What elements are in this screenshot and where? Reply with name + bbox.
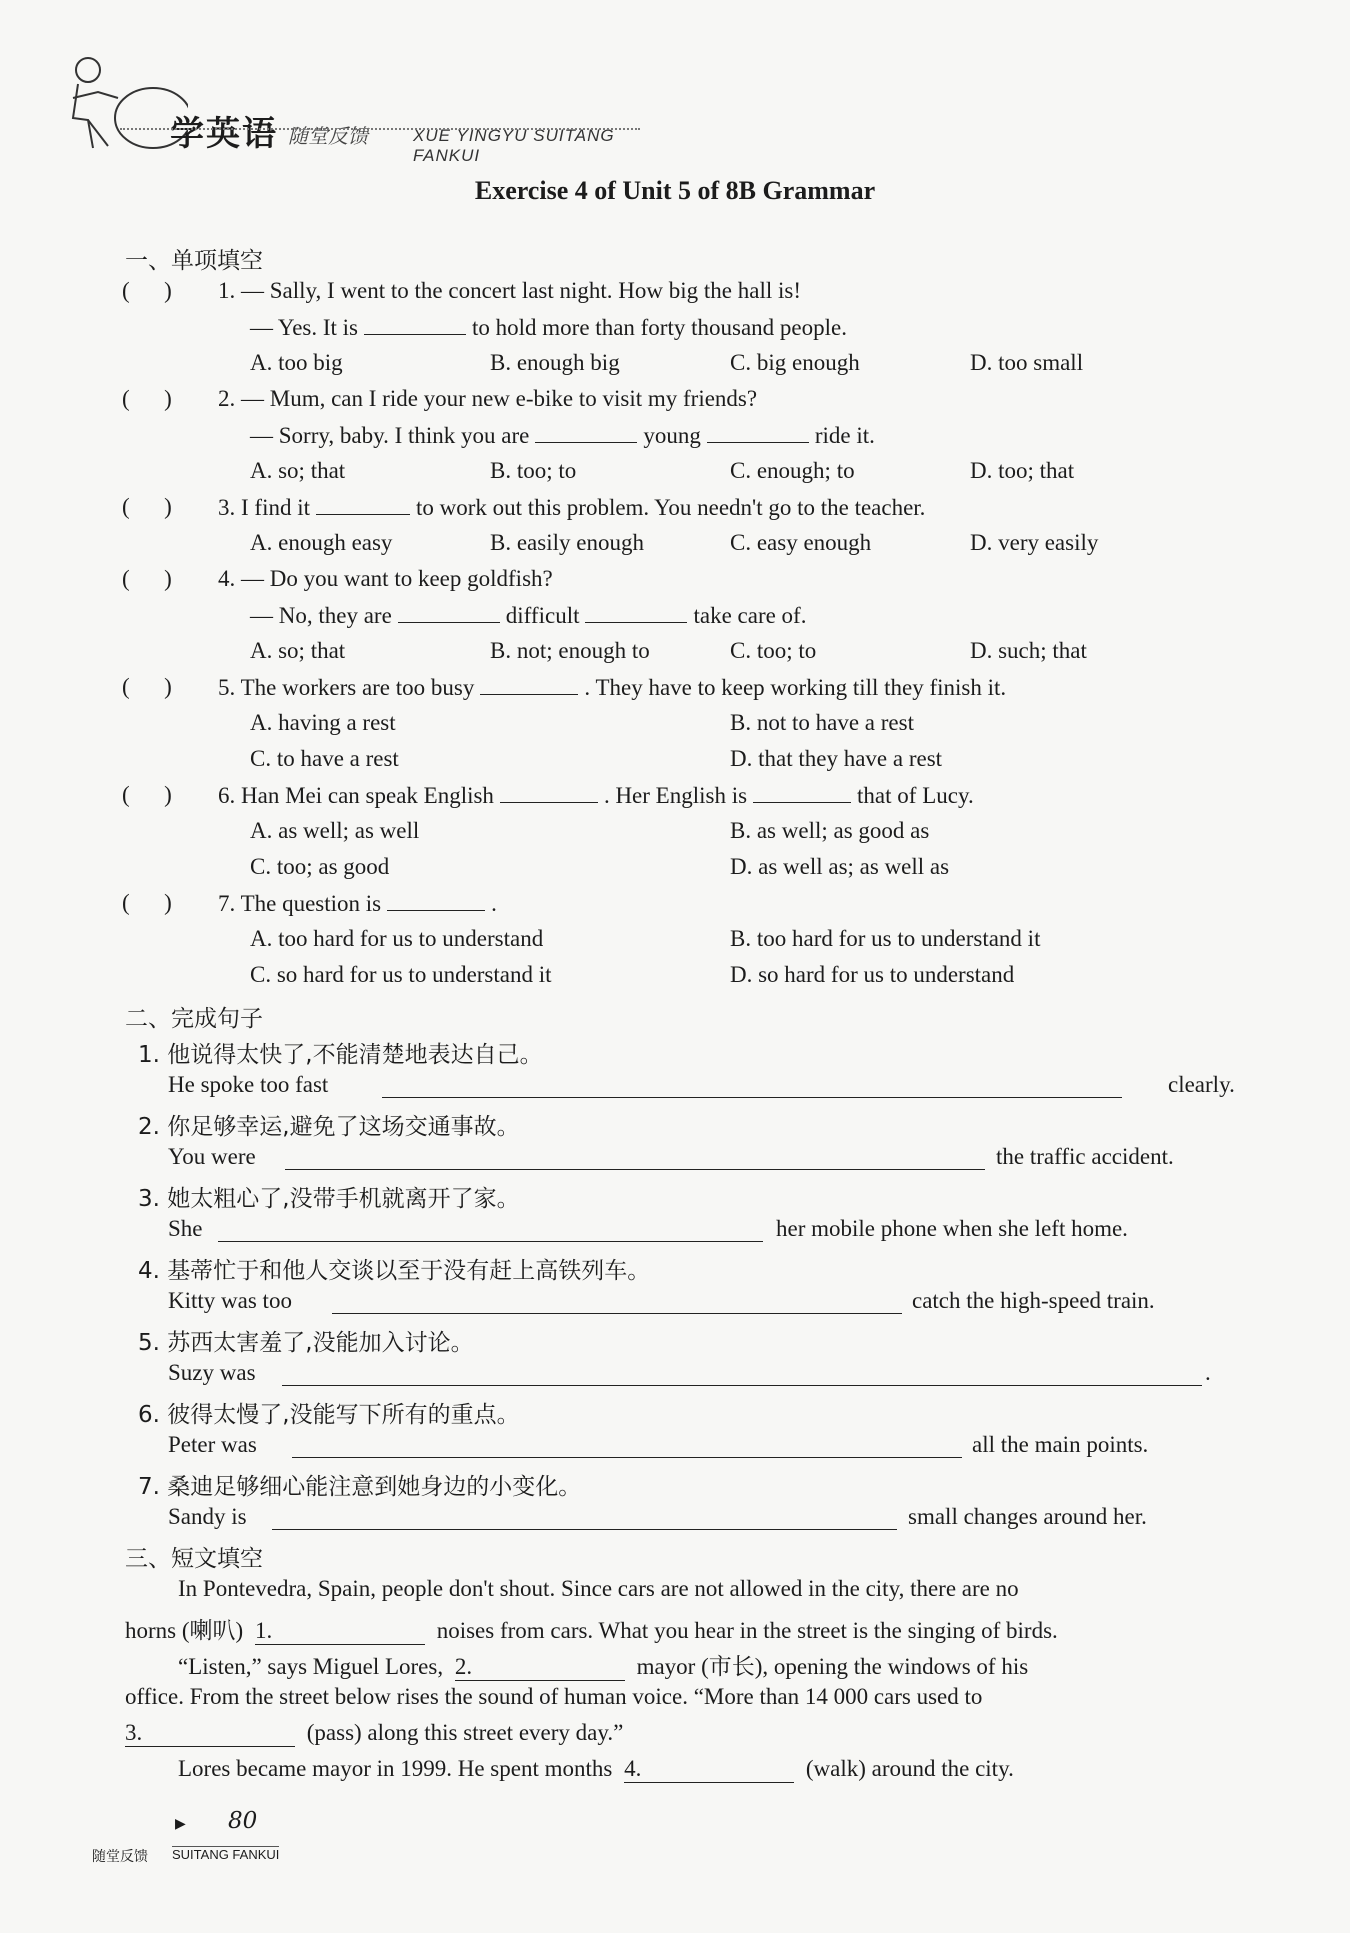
- question-number: 5.: [218, 675, 236, 700]
- brand-cn-text: 学英语: [170, 114, 278, 154]
- option-c: C. too; to: [730, 638, 817, 663]
- question-text: .: [491, 891, 497, 916]
- answer-paren: ( ): [122, 386, 172, 411]
- question-text: young: [643, 423, 701, 448]
- sentence-1-cn: 1. 他说得太快了,不能清楚地表达自己。: [138, 1042, 543, 1068]
- sentence-5-en-end: .: [1205, 1360, 1211, 1385]
- question-2: [218, 386, 757, 412]
- question-text: that of Lucy.: [857, 783, 974, 808]
- passage-line: [178, 1648, 1028, 1681]
- question-text: The workers are too busy: [240, 675, 475, 700]
- option-c: C. so hard for us to understand it: [250, 962, 552, 987]
- header-divider: [120, 128, 640, 130]
- question-1-line2: [250, 314, 847, 341]
- section3-heading: 三、短文填空: [125, 1546, 263, 1572]
- answer-blank[interactable]: [364, 314, 466, 335]
- sentence-4-en-end: catch the high-speed train.: [912, 1288, 1155, 1313]
- answer-blank[interactable]: [480, 674, 578, 695]
- answer-blank[interactable]: [753, 782, 851, 803]
- question-text: — Yes. It is: [250, 315, 359, 340]
- passage-line: In Pontevedra, Spain, people don't shout. Since cars are not allowed in the city, there are no: [178, 1576, 1019, 1601]
- question-number: 6.: [218, 783, 236, 808]
- option-a: A. too hard for us to understand: [250, 926, 544, 951]
- passage-text: mayor (市长), opening the windows of his: [636, 1654, 1029, 1679]
- blank-number: 4.: [624, 1756, 642, 1781]
- question-number: 2.: [218, 386, 236, 411]
- option-b: B. too hard for us to understand it: [730, 926, 1041, 951]
- option-a: A. as well; as well: [250, 818, 420, 843]
- answer-paren: ( ): [122, 890, 172, 915]
- section2-heading: 二、完成句子: [125, 1006, 263, 1032]
- option-b: B. enough big: [490, 350, 620, 375]
- boy-logo-icon: [58, 48, 188, 158]
- question-4: [218, 566, 553, 592]
- answer-blank[interactable]: [535, 422, 637, 443]
- option-a: A. having a rest: [250, 710, 396, 735]
- option-d: D. so hard for us to understand: [730, 962, 1015, 987]
- footer-cn-text: 随堂反馈: [92, 1849, 148, 1865]
- sentence-4-cn: 4. 基蒂忙于和他人交谈以至于没有赶上高铁列车。: [138, 1258, 651, 1284]
- blank-number: 3.: [125, 1720, 143, 1745]
- blank-number: 2.: [454, 1654, 473, 1679]
- passage-text: “Listen,” says Miguel Lores,: [178, 1654, 444, 1679]
- option-b: B. too; to: [490, 458, 577, 483]
- option-d: D. very easily: [970, 530, 1099, 555]
- sentence-1-en-end: clearly.: [1168, 1072, 1235, 1097]
- page-number: 80: [228, 1808, 258, 1834]
- answer-blank[interactable]: [398, 602, 500, 623]
- question-text: The question is: [240, 891, 382, 916]
- sentence-3-en-start: She: [168, 1216, 203, 1241]
- option-c: C. easy enough: [730, 530, 872, 555]
- option-c: C. big enough: [730, 350, 860, 375]
- answer-blank[interactable]: [500, 782, 598, 803]
- sentence-5-cn: 5. 苏西太害羞了,没能加入讨论。: [138, 1330, 474, 1356]
- question-number: 1.: [218, 278, 236, 303]
- sentence-3-en-end: her mobile phone when she left home.: [776, 1216, 1128, 1241]
- question-1: [218, 278, 801, 304]
- option-d: D. such; that: [970, 638, 1087, 663]
- question-text: difficult: [505, 603, 580, 628]
- question-text: to work out this problem. You needn't go to the teacher.: [416, 495, 926, 520]
- option-d: D. that they have a rest: [730, 746, 943, 771]
- question-2-line2: [250, 422, 875, 449]
- question-number: 3.: [218, 495, 236, 520]
- answer-paren: ( ): [122, 674, 172, 699]
- brand-cn2-text: 随堂反馈: [288, 124, 368, 148]
- passage-line: [178, 1756, 1014, 1783]
- header-banner: [58, 48, 658, 165]
- brand-en-text: XUE YINGYU SUITANG FANKUI: [413, 126, 615, 165]
- answer-blank[interactable]: [285, 1168, 985, 1170]
- answer-blank[interactable]: [707, 422, 809, 443]
- option-b: B. easily enough: [490, 530, 644, 555]
- sentence-1-en-start: He spoke too fast: [168, 1072, 329, 1097]
- footer-en-text: SUITANG FANKUI: [172, 1847, 280, 1862]
- sentence-2-cn: 2. 你足够幸运,避免了这场交通事故。: [138, 1114, 520, 1140]
- sentence-5-en-start: Suzy was: [168, 1360, 256, 1385]
- question-text: to hold more than forty thousand people.: [472, 315, 847, 340]
- sentence-7-en-end: small changes around her.: [908, 1504, 1147, 1529]
- option-c: C. to have a rest: [250, 746, 399, 771]
- passage-text: noises from cars. What you hear in the street is the singing of birds.: [436, 1618, 1058, 1643]
- option-d: D. too; that: [970, 458, 1075, 483]
- question-text: I find it: [241, 495, 310, 520]
- question-text: — Do you want to keep goldfish?: [241, 566, 553, 591]
- option-a: A. too big: [250, 350, 343, 375]
- answer-blank[interactable]: [255, 1618, 425, 1645]
- answer-blank[interactable]: [316, 494, 410, 515]
- sentence-6-en-start: Peter was: [168, 1432, 257, 1457]
- answer-blank[interactable]: [382, 1096, 1122, 1098]
- question-text: take care of.: [693, 603, 807, 628]
- question-text: — Mum, can I ride your new e-bike to visit my friends?: [241, 386, 758, 411]
- question-7: [218, 890, 497, 917]
- answer-paren: ( ): [122, 278, 172, 303]
- passage-line: office. From the street below rises the sound of human voice. “More than 14 000 cars used to: [125, 1684, 983, 1709]
- sentence-6-en-end: all the main points.: [972, 1432, 1149, 1457]
- blank-number: 1.: [254, 1618, 273, 1643]
- answer-paren: ( ): [122, 494, 172, 519]
- answer-blank[interactable]: [624, 1756, 794, 1783]
- question-6: [218, 782, 974, 809]
- answer-blank[interactable]: [332, 1312, 902, 1314]
- sentence-2-en-end: the traffic accident.: [996, 1144, 1174, 1169]
- option-b: B. not to have a rest: [730, 710, 914, 735]
- question-text: — Sorry, baby. I think you are: [250, 423, 530, 448]
- option-a: A. enough easy: [250, 530, 393, 555]
- sentence-7-en-start: Sandy is: [168, 1504, 247, 1529]
- passage-line: [125, 1720, 623, 1747]
- sentence-2-en-start: You were: [168, 1144, 256, 1169]
- passage-text: (walk) around the city.: [805, 1756, 1014, 1781]
- sentence-6-cn: 6. 彼得太慢了,没能写下所有的重点。: [138, 1402, 520, 1428]
- section1-heading: 一、单项填空: [125, 248, 263, 274]
- answer-blank[interactable]: [585, 602, 687, 623]
- question-5: [218, 674, 1006, 701]
- question-text: . Her English is: [603, 783, 748, 808]
- passage-line: [125, 1612, 1058, 1645]
- sentence-7-cn: 7. 桑迪足够细心能注意到她身边的小变化。: [138, 1474, 582, 1500]
- question-number: 7.: [218, 891, 236, 916]
- answer-blank[interactable]: [455, 1654, 625, 1681]
- question-number: 4.: [218, 566, 236, 591]
- question-3: [218, 494, 925, 521]
- answer-blank[interactable]: [282, 1384, 1202, 1386]
- option-c: C. too; as good: [250, 854, 390, 879]
- passage-text: Lores became mayor in 1999. He spent months: [178, 1756, 613, 1781]
- option-a: A. so; that: [250, 458, 346, 483]
- passage-text: horns (喇叭): [125, 1618, 244, 1643]
- answer-blank[interactable]: [272, 1528, 897, 1530]
- answer-blank[interactable]: [292, 1456, 962, 1458]
- option-a: A. so; that: [250, 638, 346, 663]
- question-text: ride it.: [814, 423, 875, 448]
- answer-blank[interactable]: [218, 1240, 763, 1242]
- answer-paren: ( ): [122, 782, 172, 807]
- sentence-3-cn: 3. 她太粗心了,没带手机就离开了家。: [138, 1186, 520, 1212]
- question-text: — Sally, I went to the concert last night. How big the hall is!: [241, 278, 801, 303]
- answer-blank[interactable]: [125, 1720, 295, 1747]
- passage-text: (pass) along this street every day.”: [306, 1720, 624, 1745]
- option-d: D. too small: [970, 350, 1084, 375]
- option-b: B. not; enough to: [490, 638, 650, 663]
- answer-blank[interactable]: [387, 890, 485, 911]
- option-d: D. as well as; as well as: [730, 854, 950, 879]
- arrow-icon: ▶: [175, 1816, 186, 1832]
- question-text: — No, they are: [250, 603, 392, 628]
- question-4-line2: [250, 602, 806, 629]
- option-b: B. as well; as good as: [730, 818, 930, 843]
- answer-paren: ( ): [122, 566, 172, 591]
- question-text: Han Mei can speak English: [241, 783, 494, 808]
- option-c: C. enough; to: [730, 458, 855, 483]
- question-text: . They have to keep working till they finish it.: [584, 675, 1007, 700]
- sentence-4-en-start: Kitty was too: [168, 1288, 292, 1313]
- page-title: Exercise 4 of Unit 5 of 8B Grammar: [474, 176, 876, 205]
